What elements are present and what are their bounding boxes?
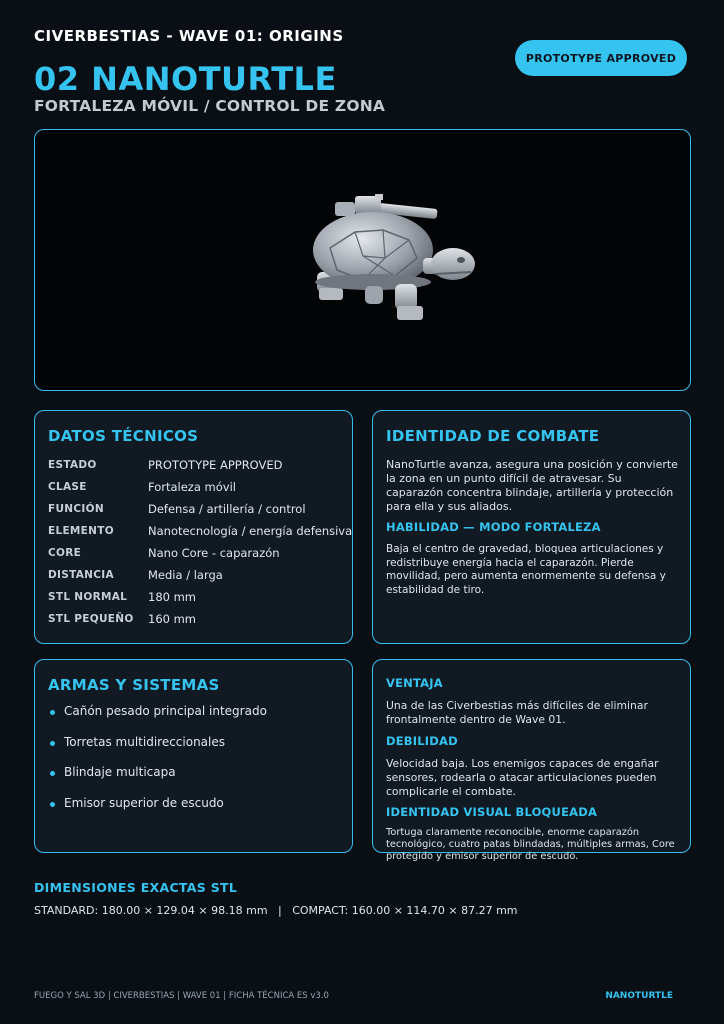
page-title: 02 NANOTURTLE <box>34 60 337 98</box>
spec-value: Media / larga <box>148 568 223 582</box>
spec-label: DISTANCIA <box>48 569 114 581</box>
spec-value: Nanotecnología / energía defensiva <box>148 524 353 538</box>
list-item <box>50 796 267 827</box>
spec-row <box>48 564 352 586</box>
weapons-list <box>50 704 267 826</box>
weapon-label: Cañón pesado principal integrado <box>64 704 267 718</box>
weapon-label: Blindaje multicapa <box>64 765 176 779</box>
nanoturtle-render-image <box>285 188 485 338</box>
spec-label: STL PEQUEÑO <box>48 613 134 625</box>
weapon-label: Torretas multidireccionales <box>64 734 226 749</box>
spec-table <box>48 454 352 630</box>
dimensions-line: STANDARD: 180.00 × 129.04 × 98.18 mm | COMPACT: 160.00 × 114.70 × 87.27 mm <box>34 904 518 917</box>
spec-value: Fortaleza móvil <box>148 480 236 494</box>
spec-label: CLASE <box>48 481 87 493</box>
weakness-text: Velocidad baja. Los enemigos capaces de engañar sensores, rodearla o atacar articulaciones pueden complicarle el combate. <box>386 757 659 798</box>
weapons-title: ARMAS Y SISTEMAS <box>48 676 220 694</box>
ability-title: HABILIDAD — MODO FORTALEZA <box>386 520 601 534</box>
spec-value: Defensa / artillería / control <box>148 502 306 516</box>
spec-label: FUNCIÓN <box>48 503 104 515</box>
footer-credits: FUEGO Y SAL 3D | CIVERBESTIAS | WAVE 01 | FICHA TÉCNICA ES v3.0 <box>34 991 329 1001</box>
status-badge: PROTOTYPE APPROVED <box>515 40 687 76</box>
spec-label: ESTADO <box>48 459 97 471</box>
bullet-icon <box>50 741 55 746</box>
spec-row <box>48 454 352 476</box>
technical-data-card <box>34 410 353 644</box>
spec-value: PROTOTYPE APPROVED <box>148 458 283 472</box>
spec-row <box>48 476 352 498</box>
spec-row <box>48 542 352 564</box>
spec-row <box>48 608 352 630</box>
spec-label: ELEMENTO <box>48 525 114 537</box>
visual-identity-text: Tortuga claramente reconocible, enorme caparazón tecnológico, cuatro patas blindadas, múltiples armas, Core protegido y emisor superior de escudo. <box>386 827 675 863</box>
footer-name: NANOTURTLE <box>605 991 673 1001</box>
list-item <box>50 765 267 796</box>
visual-identity-title: IDENTIDAD VISUAL BLOQUEADA <box>386 805 598 819</box>
spec-label: STL NORMAL <box>48 591 128 603</box>
combat-identity-card <box>372 410 691 644</box>
advantage-title: VENTAJA <box>386 676 443 690</box>
weapon-label: Emisor superior de escudo <box>64 795 224 810</box>
spec-row <box>48 520 352 542</box>
spec-row <box>48 586 352 608</box>
spec-label: CORE <box>48 547 82 559</box>
bullet-icon <box>50 710 55 715</box>
dimensions-title: DIMENSIONES EXACTAS STL <box>34 880 238 895</box>
weapons-card <box>34 659 353 853</box>
bullet-icon <box>50 771 55 776</box>
combat-identity-text: NanoTurtle avanza, asegura una posición y convierte la zona en un punto difícil de atravesar. Su caparazón concentra blindaje, artillería y protección para ella y sus aliados. <box>386 458 678 513</box>
technical-data-title: DATOS TÉCNICOS <box>48 427 199 445</box>
spec-value: Nano Core - caparazón <box>148 546 280 560</box>
spec-row <box>48 498 352 520</box>
advantage-text: Una de las Civerbestias más difíciles de eliminar frontalmente dentro de Wave 01. <box>386 699 648 726</box>
combat-identity-title: IDENTIDAD DE COMBATE <box>386 427 600 445</box>
model-render-frame <box>34 129 691 391</box>
spec-value: 180 mm <box>148 590 197 604</box>
list-item <box>50 704 267 735</box>
list-item <box>50 735 267 766</box>
bullet-icon <box>50 802 55 807</box>
weakness-title: DEBILIDAD <box>386 734 458 748</box>
series-title: CIVERBESTIAS - WAVE 01: ORIGINS <box>34 27 344 45</box>
spec-value: 160 mm <box>148 612 197 626</box>
traits-card <box>372 659 691 863</box>
page-subtitle: FORTALEZA MÓVIL / CONTROL DE ZONA <box>34 97 386 115</box>
ability-text: Baja el centro de gravedad, bloquea articulaciones y redistribuye energía hacia el caparazón. Pierde movilidad, pero aumenta enormemente su defensa y estabilidad de tiro. <box>386 543 666 596</box>
